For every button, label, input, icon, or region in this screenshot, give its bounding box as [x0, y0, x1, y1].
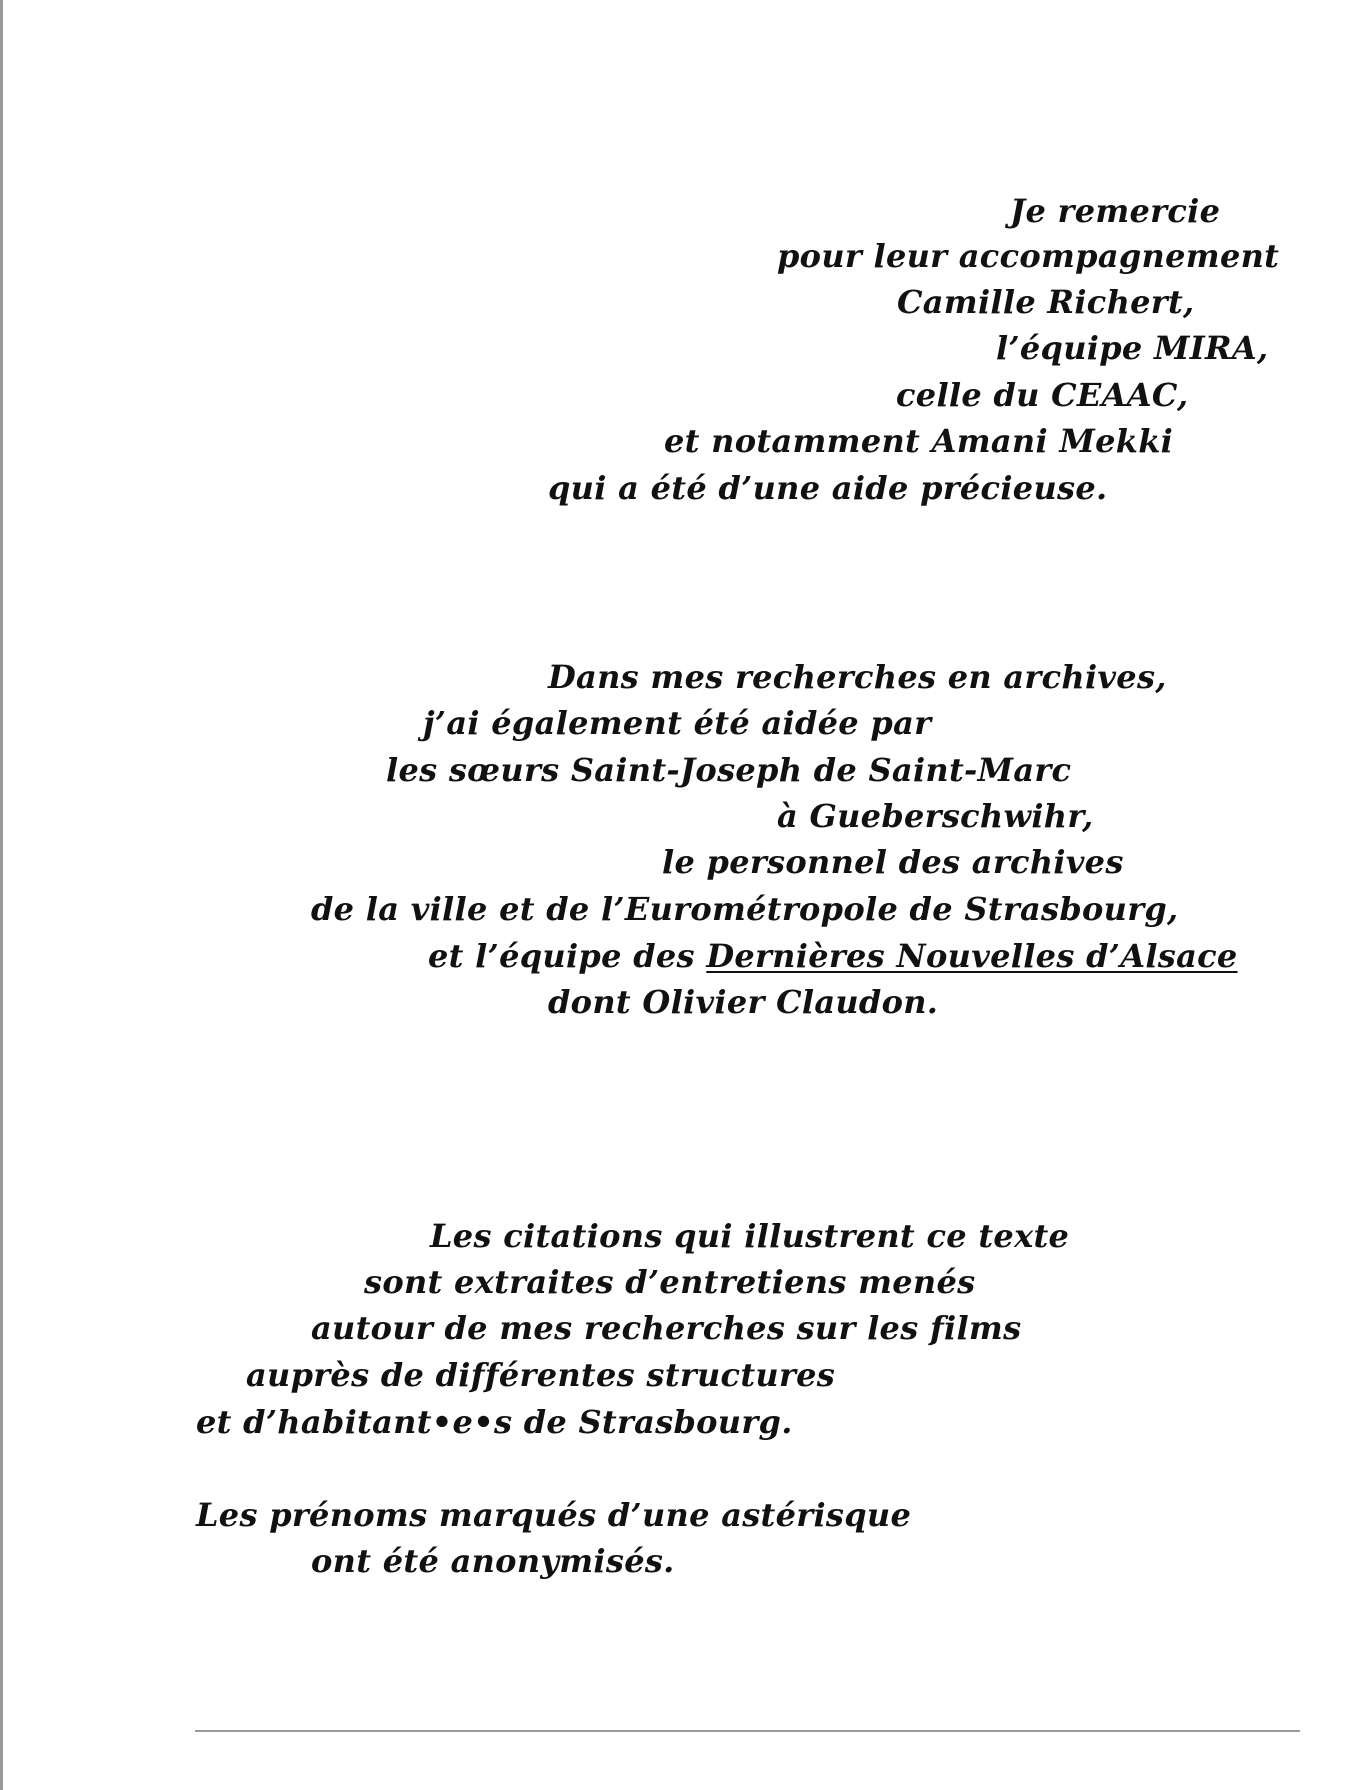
citations-line: Les citations qui illustrent ce texte: [430, 1217, 1070, 1255]
journal-title: Dernières Nouvelles d’Alsace: [706, 937, 1238, 975]
ack-line: et notamment Amani Mekki: [664, 422, 1174, 460]
archives-line: de la ville et de l’Eurométropole de Strasbourg,: [311, 890, 1179, 928]
archives-line: dont Olivier Claudon.: [548, 983, 939, 1021]
archives-line: les sœurs Saint-Joseph de Saint-Marc: [386, 751, 1072, 789]
citations-line: autour de mes recherches sur les films: [311, 1309, 1022, 1347]
ack-line: Je remercie: [1010, 192, 1221, 230]
page-left-edge: [0, 0, 3, 1790]
archives-line: j’ai également été aidée par: [423, 704, 932, 742]
archives-line: Dans mes recherches en archives,: [548, 658, 1167, 696]
archives-line: le personnel des archives: [662, 843, 1124, 881]
ack-line: celle du CEAAC,: [896, 376, 1189, 414]
ack-line: qui a été d’une aide précieuse.: [548, 469, 1108, 507]
footer-divider: [195, 1730, 1300, 1732]
citations-line: auprès de différentes structures: [246, 1356, 836, 1394]
citations-line: et d’habitant•e•s de Strasbourg.: [196, 1403, 793, 1441]
citations-line: sont extraites d’entretiens menés: [364, 1263, 976, 1301]
ack-line: l’équipe MIRA,: [996, 329, 1269, 367]
equipe-prefix: et l’équipe des: [428, 937, 707, 975]
anonymisation-line: ont été anonymisés.: [311, 1542, 675, 1580]
archives-line: à Gueberschwihr,: [777, 797, 1094, 835]
ack-line: pour leur accompagnement: [777, 237, 1280, 275]
ack-line: Camille Richert,: [897, 283, 1195, 321]
anonymisation-line: Les prénoms marqués d’une astérisque: [196, 1496, 912, 1534]
archives-line-equipe: [428, 936, 1238, 976]
